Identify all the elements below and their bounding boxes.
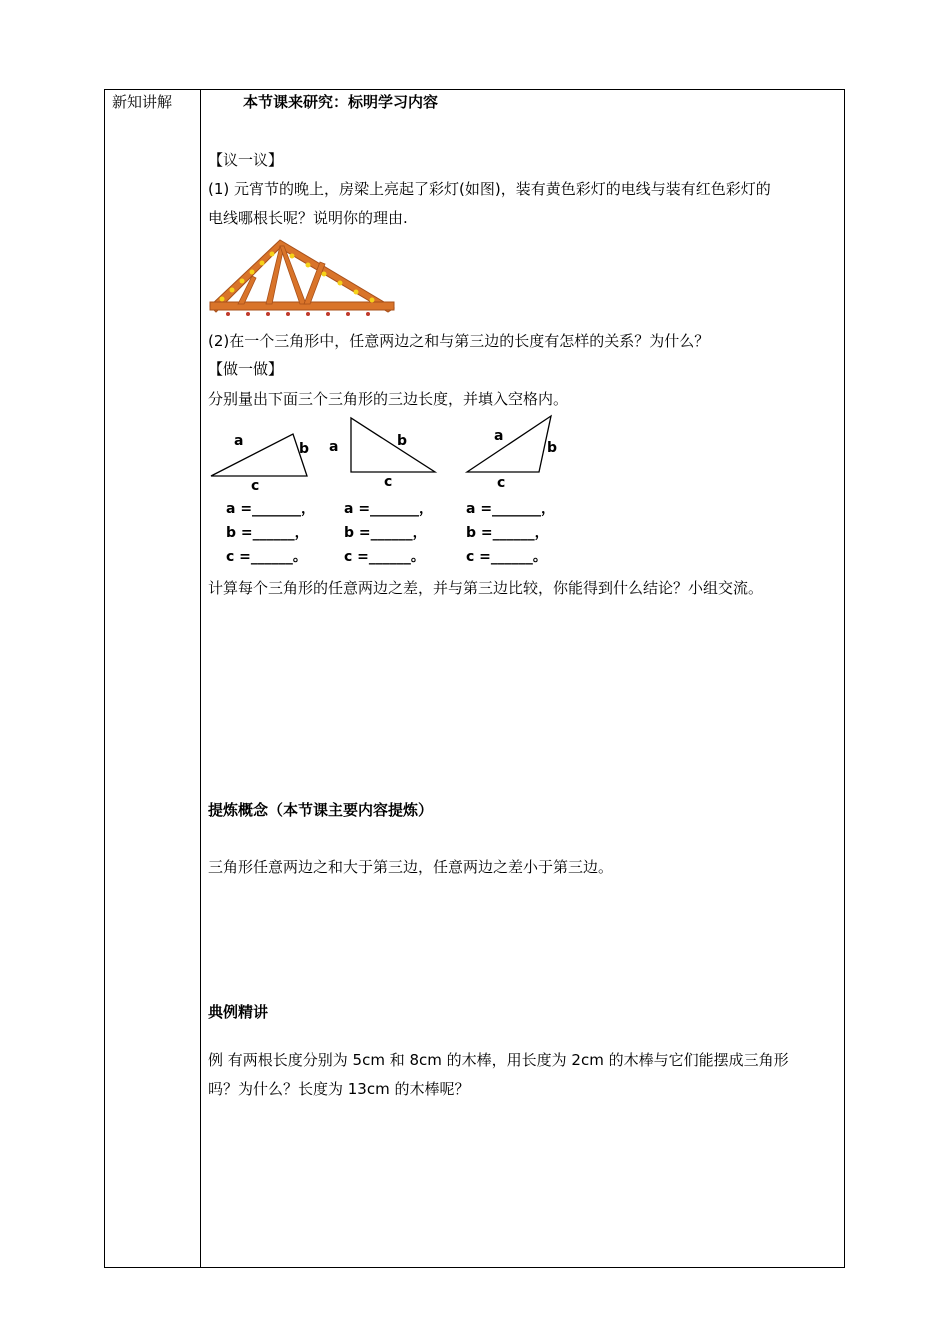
practice-instruction: 分别量出下面三个三角形的三边长度，并填入空格内。	[208, 390, 569, 408]
question-2: (2)在一个三角形中，任意两边之和与第三边的长度有怎样的关系？为什么？	[208, 332, 710, 350]
triangle-1-label-a: a	[234, 433, 244, 449]
concept-title: 提炼概念（本节课主要内容提炼）	[208, 801, 434, 819]
triangle-1-label-b: b	[299, 441, 310, 457]
roof-truss-lights-image	[208, 236, 396, 316]
example-title: 典例精讲	[208, 1003, 269, 1021]
practice-title: 【做一做】	[208, 360, 284, 378]
triangle-3-label-c: c	[497, 475, 506, 491]
triangle-2-label-b: b	[397, 433, 408, 449]
triangle-3-fill-c[interactable]: c =______。	[466, 549, 547, 565]
example-line-1: 例 有两根长度分别为 5cm 和 8cm 的木棒，用长度为 2cm 的木棒与它们能摆成三角形	[208, 1051, 789, 1069]
lesson-header: 本节课来研究：标明学习内容	[243, 93, 439, 111]
discuss-title: 【议一议】	[208, 151, 284, 169]
section-label: 新知讲解	[112, 93, 173, 111]
triangle-2-label-a: a	[329, 439, 339, 455]
triangle-1-label-c: c	[251, 478, 260, 494]
question-1-line-2: 电线哪根长呢？说明你的理由.	[208, 209, 408, 227]
triangle-3-label-b: b	[547, 440, 558, 456]
triangle-1-fill-b[interactable]: b =______，	[226, 525, 309, 541]
triangle-2-label-c: c	[384, 474, 393, 490]
triangle-3	[467, 416, 551, 472]
triangle-3-label-a: a	[494, 428, 504, 444]
triangle-1-fill-a[interactable]: a =_______，	[226, 501, 316, 517]
concept-text: 三角形任意两边之和大于第三边，任意两边之差小于第三边。	[208, 858, 614, 876]
triangle-3-fill-b[interactable]: b =______，	[466, 525, 549, 541]
triangle-2	[351, 418, 435, 472]
example-line-2: 吗？为什么？长度为 13cm 的木棒呢？	[208, 1080, 470, 1098]
triangle-2-fill-a[interactable]: a =_______，	[344, 501, 434, 517]
triangle-2-fill-c[interactable]: c =______。	[344, 549, 425, 565]
question-1-line-1: (1) 元宵节的晚上，房梁上亮起了彩灯(如图)，装有黄色彩灯的电线与装有红色彩灯的	[208, 180, 771, 198]
practice-followup: 计算每个三角形的任意两边之差，并与第三边比较，你能得到什么结论？小组交流。	[208, 579, 764, 597]
column-divider	[200, 90, 201, 1267]
triangle-2-fill-b[interactable]: b =______，	[344, 525, 427, 541]
triangle-1	[211, 434, 310, 476]
triangle-3-fill-a[interactable]: a =_______，	[466, 501, 556, 517]
triangle-1-fill-c[interactable]: c =______。	[226, 549, 307, 565]
